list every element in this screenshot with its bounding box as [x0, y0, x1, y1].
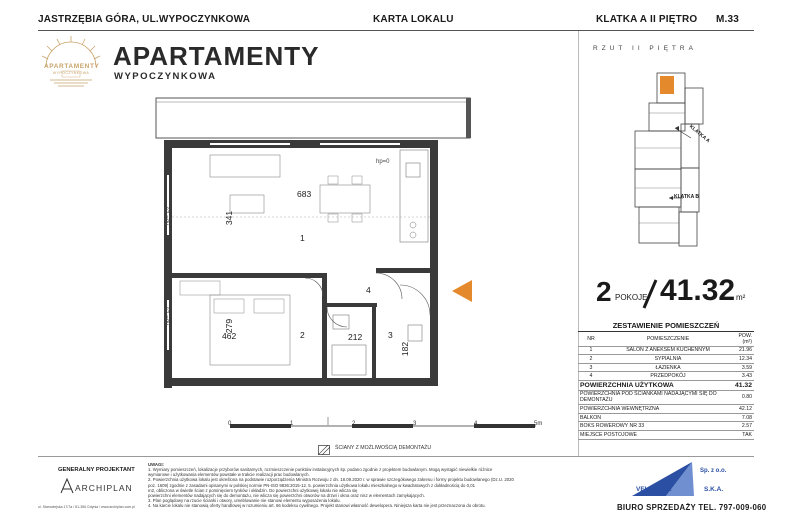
row-area: 3.59	[732, 363, 754, 372]
designer-address: ul. Starowiejska 17/7a / 81-356 Gdynia / www.archiplan.com.pl	[38, 505, 135, 509]
total-label: POWIERZCHNIA UŻYTKOWA	[578, 380, 732, 390]
notes-title: UWAGI:	[148, 462, 164, 467]
keyplan-label: KLATKA A	[687, 123, 711, 145]
company-ska: S.K.A.	[704, 486, 724, 493]
row-nr: 4	[578, 372, 604, 381]
scale-bar	[230, 418, 550, 436]
extra-value: 2.57	[732, 422, 754, 431]
row-name: PRZEDPOKÓJ	[604, 372, 732, 381]
note-line: 4. Na karcie lokalu nie stanowią oferty handlowej w rozumieniu art. 66 kodeksu cywilnego. Projekt stanowi własność dewelopera. Niniejsza karta nie jest przeznaczona do obrotu.	[148, 503, 486, 509]
extra-label: BALKON	[578, 413, 732, 422]
location-title: JASTRZĘBIA GÓRA, UL.WYPOCZYNKOWA	[38, 14, 251, 25]
company-logo	[632, 458, 732, 503]
brand-subname: WYPOCZYNKOWA	[114, 71, 217, 82]
scale-tick: 2	[352, 421, 356, 427]
room-number-2: 2	[300, 330, 305, 340]
logo-subtext: WYPOCZYNKOWA	[52, 71, 90, 75]
dim-212: 212	[348, 332, 363, 342]
extra-row	[578, 390, 754, 405]
extra-value: 42.12	[732, 405, 754, 414]
note-line: 2. Powierzchnia użytkowa lokalu jest określona na podstawie rozporządzenia Ministra Rozwoju z dn. 18.09.2020 r. w sprawie szczegółowego zakresu i formy projektu budowlanego (Dz.U. 2020	[148, 477, 514, 483]
logo-text: APARTAMENTY	[44, 63, 100, 70]
designer-name: ARCHIPLAN	[75, 483, 133, 493]
demountable-wall-legend-icon	[318, 442, 330, 460]
row-nr: 3	[578, 363, 604, 372]
note-line: powierzchni elementów nadających się do demontażu, nie wlicza się powierzchni otworów na drzwi i okna oraz nisz w elementach zamykających.	[148, 493, 425, 499]
row-nr: 1	[578, 346, 604, 355]
company-name: VELMIS GK	[636, 486, 672, 493]
brand-name: APARTAMENTY	[113, 41, 320, 71]
rooms-count: 2	[596, 276, 612, 307]
row-nr: 2	[578, 355, 604, 364]
designer-label: GENERALNY PROJEKTANT	[58, 467, 135, 473]
extra-label: POWIERZCHNIA POD ŚCIANKAMI NADAJĄCYMI SIĘ DO DEMONTAŻU	[578, 390, 732, 405]
level-label: hp=-20	[164, 206, 171, 226]
header-divider	[38, 30, 754, 31]
dim-683: 683	[297, 189, 312, 199]
sales-office-phone: BIURO SPRZEDAŻY TEL. 797-009-060	[617, 503, 767, 512]
summary-slash-icon	[642, 279, 658, 314]
note-line: wymiarowe i użytkowania elementów powstałe w trakcie realizacji prac budowlanych.	[148, 472, 310, 478]
extra-label: POWIERZCHNIA WEWNĘTRZNA	[578, 405, 732, 414]
extra-row	[578, 413, 754, 422]
dim-341: 341	[224, 210, 235, 226]
total-area: 41.32	[660, 274, 736, 307]
extra-value: 7.08	[732, 413, 754, 422]
column-header-area: POW. (m²)	[732, 332, 754, 346]
total-value: 41.32	[732, 380, 754, 390]
brand-logo	[38, 33, 104, 95]
extra-value: 0.80	[732, 390, 754, 405]
extra-value: TAK	[732, 430, 754, 439]
extra-label: MIEJSCE POSTOJOWE	[578, 430, 732, 439]
note-line: m2, obliczona w świetle ścian z pominięciem tynków i okładzin. Do powierzchni użytkowej lokalu nie wlicza się	[148, 487, 358, 493]
table-row	[578, 363, 754, 372]
extra-row	[578, 422, 754, 431]
scale-tick: 4	[474, 421, 478, 427]
total-row	[578, 380, 754, 390]
keyplan-label: KLATKA B	[674, 194, 699, 200]
extra-label: BOKS ROWEROWY NR 33	[578, 422, 732, 431]
table-row	[578, 372, 754, 381]
room-number-4: 4	[366, 285, 371, 295]
table-row	[578, 346, 754, 355]
row-area: 21.96	[732, 346, 754, 355]
demountable-wall-legend: ŚCIANY Z MOŻLIWOŚCIĄ DEMONTAŻU	[335, 445, 432, 451]
notes-list	[148, 467, 568, 509]
dim-462: 462	[222, 331, 237, 341]
extra-row	[578, 430, 754, 439]
floor-label: II PIĘTRO	[650, 14, 698, 25]
rooms-label: POKOJE	[615, 293, 648, 302]
key-plan	[625, 58, 715, 258]
unit-label: M.33	[716, 14, 740, 25]
company-sp: Sp. z o.o.	[700, 468, 727, 474]
table-header-row	[578, 332, 754, 346]
rooms-table	[578, 332, 754, 440]
row-area: 3.43	[732, 372, 754, 381]
row-name: SYPIALNIA	[604, 355, 732, 364]
row-area: 12.34	[732, 355, 754, 364]
note-line: 1. Wymiary pomieszczeń, lokalizacje przyborów sanitarnych, rozmieszczenie punktów instalacyjnych itp. podano zgodnie z projektem budowlanym. Mogą wystąpić niewielkie różnice	[148, 467, 493, 472]
row-name: ŁAZIENKA	[604, 363, 732, 372]
entrance-arrow-icon	[452, 280, 472, 307]
column-header-name: POMIESZCZENIE	[604, 332, 732, 346]
row-name: SALON Z ANEKSEM KUCHENNYM	[604, 346, 732, 355]
extra-row	[578, 405, 754, 414]
footer-divider	[38, 456, 754, 457]
column-header-nr: NR	[578, 332, 604, 346]
scale-tick: 3	[413, 421, 417, 427]
table-row	[578, 355, 754, 364]
scale-tick: 0	[228, 421, 232, 427]
scale-tick: 1	[290, 421, 294, 427]
archiplan-logo	[60, 478, 74, 499]
rooms-table-title: ZESTAWIENIE POMIESZCZEŃ	[612, 321, 720, 330]
keyplan-title: RZUT II PIĘTRA	[593, 45, 697, 52]
level-label: hp=0	[376, 159, 390, 165]
card-title: KARTA LOKALU	[373, 14, 454, 25]
room-number-1: 1	[300, 233, 305, 243]
dim-279: 279	[224, 318, 235, 334]
scale-tick: 5m	[534, 421, 543, 427]
note-line: 3. Plan poglądowy na rzucie ścianki i otwory, umeblowanie nie stanowi elementu wyposażenia lokalu.	[148, 498, 341, 504]
note-line: poz. 1609) zgodnie z zasadami opisanymi w polskiej normie PN-ISO 9836:2015-12. 5. powierzchnia użytkowa lokalu mieszkalnego w kwadratowych z dokładnością do 0,01	[148, 482, 475, 488]
floor-plan	[150, 95, 480, 435]
room-number-3: 3	[388, 330, 393, 340]
staircase-label: KLATKA A	[596, 14, 648, 25]
level-label: hp=-20	[164, 306, 171, 326]
area-unit: m²	[736, 293, 746, 302]
dim-182: 182	[400, 341, 411, 357]
